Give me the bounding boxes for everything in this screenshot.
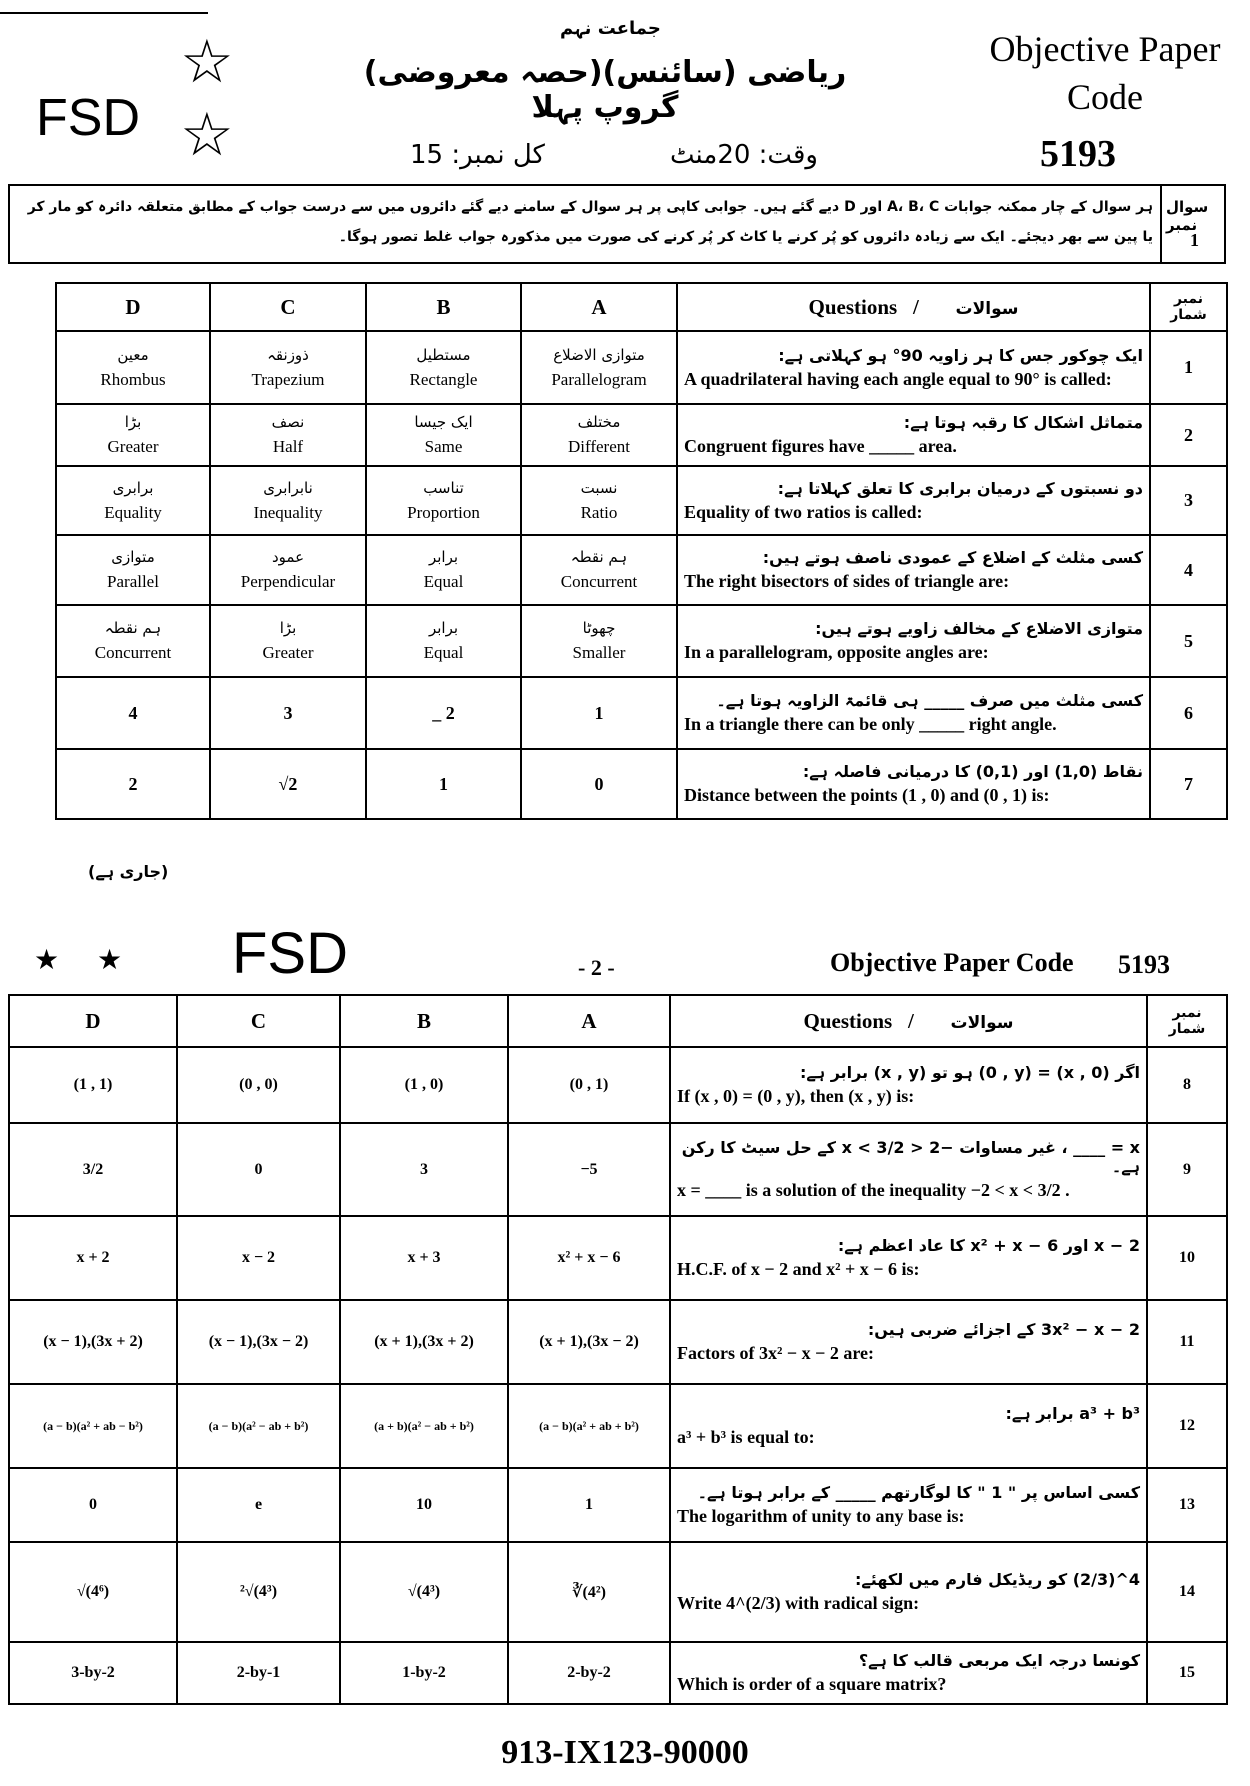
option-a: 1 (521, 677, 677, 749)
question-urdu: 3x² − x − 2 کے اجزائے ضربی ہیں: (867, 1320, 1140, 1339)
table-row (56, 749, 1227, 819)
option-d-urdu: بڑا (124, 413, 142, 431)
option-d: x + 2 (9, 1216, 177, 1300)
instruction-text: ہر سوال کے چار ممکنہ جوابات A، B، C اور D دیے گئے ہیں۔ جوابی کاپی پر ہر سوال کے سامنے دیے گئے دائروں میں سے درست جواب کے مطابق متعلقہ دائرہ کو مار کر یا پین سے بھر دیجئے۔ ایک سے زیادہ دائروں کو پُر کرنے یا کاٹ کر پُر کرنے کی صورت میں مذکورہ جواب غلط تصور ہوگا۔ (27, 199, 1153, 245)
class-label: جماعت نہم (560, 18, 661, 39)
subject-title: ریاضی (سائنس)(حصہ معروضی) گروپ پہلا (363, 55, 847, 125)
question-number: 1 (1150, 331, 1227, 404)
option-d-urdu: معین (117, 345, 149, 364)
question-urdu: اگر (x , 0) = (0 , y) ہو تو (x , y) برابر ہے: (799, 1063, 1140, 1082)
option-d: Parallel (107, 572, 159, 591)
fsd-label: FSD (36, 89, 140, 147)
question-urdu: کسی مثلث کے اضلاع کے عمودی ناصف ہوتے ہیں: (762, 548, 1143, 567)
question-number: 3 (1150, 466, 1227, 535)
option-b: 3 (340, 1123, 508, 1216)
question-english: Which is order of a square matrix? (677, 1674, 947, 1694)
question-english: In a triangle there can be only _____ right angle. (684, 714, 1057, 734)
header-d: D (56, 283, 210, 331)
question-urdu: x − 2 اور x² + x − 6 کا عاد اعظم ہے: (837, 1236, 1140, 1255)
option-d: (x − 1),(3x + 2) (9, 1300, 177, 1384)
option-a: Smaller (572, 643, 626, 662)
option-a-urdu: نسبت (580, 478, 618, 497)
question-number: 12 (1147, 1384, 1227, 1468)
option-b-urdu: برابر (428, 548, 459, 566)
paper-label: Objective Paper (989, 29, 1221, 69)
question-urdu: دو نسبتوں کے درمیان برابری کا تعلق کہلاتا ہے: (777, 478, 1143, 498)
option-a: 0 (521, 749, 677, 819)
question-english: a³ + b³ is equal to: (677, 1427, 815, 1447)
option-b: Equal (423, 643, 464, 662)
question-number: 10 (1147, 1216, 1227, 1300)
option-a: (a − b)(a² + ab + b²) (508, 1384, 670, 1468)
header-number: نمبر شمار (1147, 995, 1227, 1047)
question-urdu: متماثل اشکال کا رقبہ ہوتا ہے: (903, 413, 1143, 432)
table-row (9, 1642, 1227, 1704)
option-d: 3-by-2 (9, 1642, 177, 1704)
option-d: 0 (9, 1468, 177, 1542)
table-row (9, 1123, 1227, 1216)
header-questions-en: Questions (803, 1008, 893, 1033)
option-c: 3 (210, 677, 366, 749)
option-b: x + 3 (340, 1216, 508, 1300)
footer-code: 913-IX123-90000 (501, 1734, 749, 1771)
table-row (56, 466, 1227, 535)
question-english: Congruent figures have _____ area. (684, 436, 957, 456)
question-urdu: نقاط (1,0) اور (0,1) کا درمیانی فاصلہ ہے: (802, 762, 1143, 781)
option-c: Perpendicular (240, 572, 336, 591)
instruction-question-number: 1 (1190, 230, 1199, 250)
option-a: Different (568, 437, 630, 456)
question-english: H.C.F. of x − 2 and x² + x − 6 is: (677, 1259, 920, 1279)
question-urdu: x = ____ ، غیر مساوات −2 < x < 3/2 کے حل سیٹ کا رکن ہے۔ (681, 1138, 1140, 1176)
option-b: Rectangle (409, 369, 478, 389)
question-number: 15 (1147, 1642, 1227, 1704)
table-row (56, 535, 1227, 605)
option-b: 10 (340, 1468, 508, 1542)
option-a: −5 (508, 1123, 670, 1216)
top-rule (0, 12, 208, 14)
option-a: 1 (508, 1468, 670, 1542)
option-b: Proportion (407, 502, 480, 522)
option-c: Trapezium (251, 369, 325, 389)
instruction-question-label: سوال نمبر (1166, 198, 1209, 234)
question-number: 14 (1147, 1542, 1227, 1642)
header-questions (670, 995, 1147, 1047)
table-row (9, 1384, 1227, 1468)
option-a: (x + 1),(3x − 2) (508, 1300, 670, 1384)
option-c: 0 (177, 1123, 340, 1216)
option-c-urdu: نابرابری (263, 478, 313, 497)
turn-over-note: (جاری ہے) (88, 862, 169, 881)
option-c-urdu: ذوزنقہ (267, 345, 309, 364)
option-b-urdu: تناسب (423, 478, 464, 497)
question-number: 8 (1147, 1047, 1227, 1123)
question-urdu: 4^(2/3) کو ریڈیکل فارم میں لکھئے: (855, 1570, 1140, 1589)
option-d: (a − b)(a² + ab − b²) (9, 1384, 177, 1468)
header-b: B (340, 995, 508, 1047)
option-d: √(4⁶) (9, 1542, 177, 1642)
table-row (9, 1047, 1227, 1123)
option-a-urdu: ہم نقطہ (570, 548, 628, 566)
header-c: C (210, 283, 366, 331)
option-a: (0 , 1) (508, 1047, 670, 1123)
header-questions-urdu: سوالات (955, 298, 1019, 319)
page2-code: 5193 (1118, 950, 1170, 979)
option-b: √(4³) (340, 1542, 508, 1642)
option-b-urdu: مستطیل (416, 345, 471, 364)
header-d: D (9, 995, 177, 1047)
question-urdu: کسی اساس پر " 1 " کا لوگارتھم _____ کے برابر ہوتا ہے۔ (697, 1483, 1140, 1502)
option-d: Greater (107, 437, 159, 456)
question-number: 5 (1150, 605, 1227, 677)
option-a-urdu: مختلف (577, 413, 621, 431)
instruction-box (8, 184, 1226, 264)
question-english: Factors of 3x² − x − 2 are: (677, 1343, 875, 1363)
table-row (9, 1216, 1227, 1300)
header-a: A (521, 283, 677, 331)
option-c-urdu: بڑا (279, 619, 297, 637)
question-number: 7 (1150, 749, 1227, 819)
table-row (9, 1542, 1227, 1642)
header-b: B (366, 283, 521, 331)
header-slash: / (907, 1008, 914, 1033)
option-a-urdu: متوازی الاضلاع (553, 345, 645, 364)
option-d: Equality (104, 502, 162, 522)
table-row (9, 1468, 1227, 1542)
option-d: 3/2 (9, 1123, 177, 1216)
option-c: 2-by-1 (177, 1642, 340, 1704)
option-a-urdu: چھوٹا (582, 619, 616, 637)
table-row (56, 605, 1227, 677)
question-english: x = ____ is a solution of the inequality −2 < x < 3/2 . (677, 1180, 1070, 1200)
question-number: 6 (1150, 677, 1227, 749)
option-b: _ 2 (366, 677, 521, 749)
option-c: Inequality (253, 502, 323, 522)
option-d: Rhombus (100, 369, 166, 389)
question-urdu: کونسا درجہ ایک مربعی قالب کا ہے؟ (858, 1651, 1140, 1670)
paper-code: 5193 (1040, 133, 1116, 175)
option-c: (0 , 0) (177, 1047, 340, 1123)
header-c: C (177, 995, 340, 1047)
question-number: 2 (1150, 404, 1227, 466)
option-c: x − 2 (177, 1216, 340, 1300)
option-a: Ratio (580, 502, 618, 522)
question-urdu: a³ + b³ برابر ہے: (1005, 1404, 1140, 1423)
page-number: - 2 - (578, 955, 615, 980)
option-c: (x − 1),(3x − 2) (177, 1300, 340, 1384)
option-d-urdu: ہم نقطہ (104, 619, 162, 637)
question-number: 13 (1147, 1468, 1227, 1542)
fsd-label: FSD (232, 921, 348, 986)
header-a: A (508, 995, 670, 1047)
option-d-urdu: برابری (112, 478, 154, 497)
question-english: Distance between the points (1 , 0) and (0 , 1) is: (684, 785, 1050, 805)
time-label: وقت: 20منٹ (670, 140, 818, 170)
question-number: 4 (1150, 535, 1227, 605)
option-c: (a − b)(a² − ab + b²) (177, 1384, 340, 1468)
question-english: The logarithm of unity to any base is: (677, 1506, 965, 1526)
header-slash: / (912, 294, 919, 319)
header-number: نمبر شمار (1150, 283, 1227, 331)
option-d: 2 (56, 749, 210, 819)
option-c: ²√(4³) (177, 1542, 340, 1642)
question-urdu: کسی مثلث میں صرف _____ ہی قائمۃ الزاویہ ہوتا ہے۔ (716, 691, 1143, 710)
option-c: e (177, 1468, 340, 1542)
option-d: Concurrent (94, 643, 172, 662)
header-questions-en: Questions (808, 294, 898, 319)
question-number: 9 (1147, 1123, 1227, 1216)
page2-question-table (8, 994, 1228, 1705)
code-label: Code (1067, 77, 1143, 117)
star-icon: ★ (97, 943, 123, 976)
table-row (56, 404, 1227, 466)
option-c: √2 (210, 749, 366, 819)
option-b-urdu: برابر (428, 619, 459, 637)
table-row (9, 1300, 1227, 1384)
table-row (56, 677, 1227, 749)
question-english: The right bisectors of sides of triangle are: (684, 571, 1010, 591)
star-icon: ☆ (180, 100, 234, 170)
option-c: Greater (262, 643, 314, 662)
table-row (56, 331, 1227, 404)
option-b: (a + b)(a² − ab + b²) (340, 1384, 508, 1468)
page2-header: Objective Paper Code (830, 948, 1074, 977)
option-b: 1 (366, 749, 521, 819)
option-a: 2-by-2 (508, 1642, 670, 1704)
question-english: In a parallelogram, opposite angles are: (684, 642, 989, 662)
option-d-urdu: متوازی (111, 548, 155, 566)
question-english: Write 4^(2/3) with radical sign: (677, 1593, 920, 1613)
option-a: Concurrent (560, 572, 638, 591)
question-english: Equality of two ratios is called: (684, 501, 923, 522)
option-c-urdu: نصف (271, 413, 305, 431)
option-a: x² + x − 6 (508, 1216, 670, 1300)
star-icon: ★ (34, 943, 60, 976)
marks-label: کل نمبر: 15 (410, 140, 545, 170)
question-english: A quadrilateral having each angle equal to 90° is called: (684, 368, 1112, 389)
question-urdu: ایک چوکور جس کا ہر زاویہ 90° ہو کہلاتی ہے: (778, 345, 1143, 365)
option-b: 1-by-2 (340, 1642, 508, 1704)
option-a: Parallelogram (551, 369, 647, 389)
question-urdu: متوازی الاضلاع کے مخالف زاویے ہوتے ہیں: (815, 619, 1143, 638)
option-c: Half (272, 437, 304, 456)
option-b: (x + 1),(3x + 2) (340, 1300, 508, 1384)
star-icon: ☆ (180, 27, 234, 97)
page1-question-table (55, 282, 1228, 820)
option-c-urdu: عمود (271, 548, 305, 566)
header-questions-urdu: سوالات (950, 1012, 1014, 1033)
option-d: (1 , 1) (9, 1047, 177, 1123)
option-b-urdu: ایک جیسا (414, 413, 473, 431)
option-d: 4 (56, 677, 210, 749)
question-number: 11 (1147, 1300, 1227, 1384)
option-b: Same (424, 437, 463, 456)
option-b: (1 , 0) (340, 1047, 508, 1123)
option-a: ∛(4²) (508, 1542, 670, 1642)
question-english: If (x , 0) = (0 , y), then (x , y) is: (677, 1086, 915, 1106)
option-b: Equal (423, 572, 464, 591)
header-questions (677, 283, 1150, 331)
